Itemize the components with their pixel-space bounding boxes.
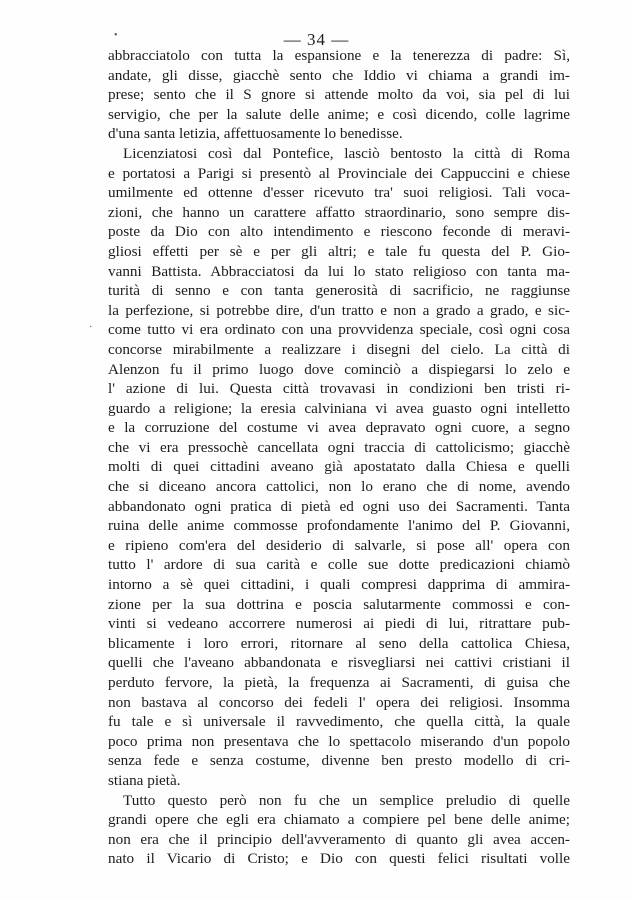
text-line: d'una santa letizia, affettuosamente lo benedisse. [108,125,403,143]
text-line: ruina delle anime commosse profondamente l'animo del P. Giovanni, [108,517,570,535]
text-line: nato il Vicario di Cristo; e Dio con questi felici risultati volle [108,850,570,868]
text-line: fu tale e sì universale il ravvedimento, che quella città, la quale [108,713,570,731]
text-line: Licenziatosi così dal Pontefice, lasciò bentosto la città di Roma [123,144,570,162]
page-number: — 34 — [283,30,350,49]
text-line: intorno a sè quei cittadini, i quali compresi dapprima di ammira- [108,576,570,594]
text-line: prese; sento che il S gnore si attende molto da voi, sia pel di lui [108,86,570,104]
text-line: guardo a religione; la eresia calviniana vi avea guasto ogni intelletto [108,399,570,417]
ink-speck: · [89,322,93,333]
text-line: non era che il principio dell'avveramento di quanto gli avea accen- [108,830,570,848]
text-line: concorse mirabilmente a realizzare i disegni del cielo. La città di [108,340,570,358]
text-line: la perfezione, si potrebbe dire, d'un tratto e non a grado a grado, e sic- [108,301,570,319]
text-line: andate, gli disse, giacchè sento che Iddio vi chiama a grandi im- [108,66,570,84]
text-line: e la corruzione del costume vi avea depravato ogni cuore, a segno [108,419,570,437]
text-line: che vi era pressochè cancellata ogni traccia di cattolicismo; giacchè [108,438,570,456]
text-line: gliosi effetti per sè e per gli altri; e tale fu questa del P. Gio- [108,242,570,260]
text-line: perduto fervore, la pietà, la frequenza ai Sacramenti, di guisa che [108,674,570,691]
text-line: zioni, che hanno un carattere affatto straordinario, sono sempre dis- [108,203,570,221]
text-line: poco prima non presentava che lo spettacolo miserando d'un popolo [108,732,570,750]
text-line: molti di quei cittadini aveano già apostatato dalla Chiesa e quelli [108,458,570,476]
text-line: Alenzon fu il primo luogo dove cominciò a dispiegarsi lo zelo e [108,360,570,378]
text-line: tutto l' ardore di sua carità e colle sue dotte predicazioni chiamò [108,556,570,574]
text-line: l' azione di lui. Questa città trovavasi in condizioni ben tristi ri- [108,380,570,398]
text-line: zione per la sua dottrina e poscia salutarmente commossi e con- [108,595,570,613]
text-line: blicamente i loro errori, ritornare al seno della cattolica Chiesa, [108,634,570,652]
text-line: Tutto questo però non fu che un semplice preludio di quelle [123,791,570,809]
text-line: senza fede e senza costume, divenne ben presto modello di cri- [108,752,570,770]
text-line: quelli che l'aveano abbandonata e risvegliarsi nei cattivi cristiani il [108,654,570,672]
text-line: che si diceano ancora cattolici, non lo erano che di nome, avendo [108,478,570,496]
text-line: stiana pietà. [108,771,181,789]
body-text [108,46,570,869]
text-line: come tutto vi era ordinato con una provvidenza speciale, così ogni cosa [108,321,570,339]
text-line: e portatosi a Parigi si presentò al Provinciale dei Cappuccini e chiese [108,164,570,182]
text-line: e ripieno com'era del desiderio di salvarle, si pose all' opera con [108,536,570,554]
text-line: servigio, che per la salute delle anime; e così dicendo, colle lagrime [108,105,570,123]
text-line: turità di senno e con tanta generosità di sacrificio, ne raggiunse [108,282,570,300]
text-line: umilmente ed ottenne d'esser ricevuto tra' suoi religiosi. Tali voca- [108,184,570,202]
text-line: abbandonato ogni pratica di pietà ed ogni uso dei Sacramenti. Tanta [108,497,570,515]
ink-speck: • [114,30,118,41]
text-line: grandi opere che egli era chiamato a compiere pel bene delle anime; [108,811,570,829]
text-line: vanni Battista. Abbracciatosi da lui lo stato religioso con tanta ma- [108,262,570,280]
text-line: poste da Dio con alto intendimento e riescono feconde di meravi- [108,223,570,241]
text-line: non bastava al concorso dei fedeli l' opera dei religiosi. Insomma [108,693,570,711]
text-line: vinti si vedeano accorrere numerosi ai piedi di lui, ritrattare pub- [108,615,570,633]
text-line: abbracciatolo con tutta la espansione e la tenerezza di padre: Sì, [108,47,570,64]
